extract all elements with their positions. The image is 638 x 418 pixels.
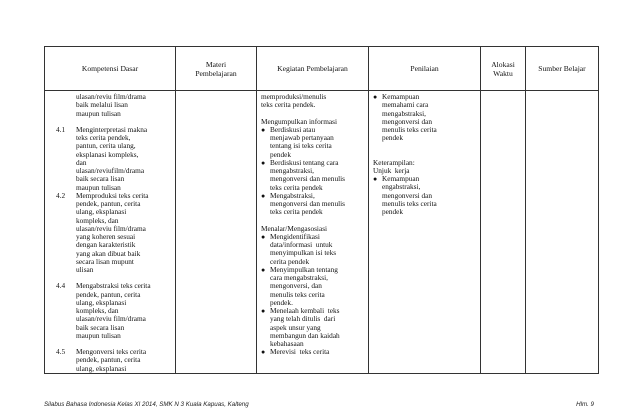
cell-penilaian [369,91,481,374]
header-alokasi-waktu: Alokasi Waktu [481,47,526,91]
kd-text: Mengonversi teks cerita pendek, pantun, cerita ulang, eksplanasi [76,347,147,373]
kd-text: Menginterpretasi makna teks cerita pendek, pantun, cerita ulang, eksplanasi kompleks, dan ulasan/reviufilm/drama baik secara lisan maupun tulisan [76,124,148,192]
kd-number: 4.1 [56,124,66,134]
menalar-list [261,233,365,357]
menalar-title: Menalar/Mengasosiasi [261,223,328,233]
list-item: ● Kemampuan engabstraksi, mengonversi dan menulis teks cerita pendek [373,174,437,216]
table-row [45,91,599,374]
list-item: ● Menelaah kembali teks yang telah ditulis dari aspek unsur yang membangun dan kaidah kebahasaan [261,306,340,348]
cell-sumber-belajar [526,91,599,374]
mengumpulkan-list [261,126,365,217]
kd-number: 4.2 [56,190,66,200]
header-materi-pembelajaran: Materi Pembelajaran [176,47,257,91]
cell-alokasi-waktu [481,91,526,374]
kd-text: Memproduksi teks cerita pendek, pantun, cerita ulang, eksplanasi kompleks, dan ulasan/reviu film/drama yang koheren sesuai dengan karakteristik yang akan dibuat baik secara lisan mupunt ulisan [76,190,149,274]
header-kegiatan-pembelajaran: Kegiatan Pembelajaran [257,47,369,91]
list-item: ● Berdiskusi atau menjawab pertanyaan tentang isi teks cerita pendek [261,124,334,159]
penilaian-list-top [373,93,477,143]
kd-item [56,192,172,275]
cell-kegiatan-pembelajaran [257,91,369,374]
bullet-icon: ● [373,175,378,183]
header-sumber-belajar: Sumber Belajar [526,47,599,91]
kegiatan-intro: memproduksi/menulis teks cerita pendek. [261,92,327,110]
bullet-icon: ● [261,307,266,315]
kd-text: Mengabstraksi teks cerita pendek, pantun, cerita ulang, eksplanasi kompleks, dan ulasan/reviu film/drama baik secara lisan maupun tulisan [76,281,151,340]
bullet-icon: ● [261,265,266,274]
kd-item [56,126,172,192]
header-kompetensi-dasar: Kompetensi Dasar [45,47,176,91]
list-item: ● Berdiskusi tentang cara mengabstraksi, mengonversi dan menulis teks cerita pendek [261,157,345,192]
list-item: ● Kemampuan memahami cara mengabstraksi, mengonversi dan menulis teks cerita pendek [373,92,437,143]
kd-text: ulasan/reviu film/drama baik melalui lisan maupun tulisan [76,92,146,118]
syllabus-table [44,46,599,374]
list-item: ● Mengidentifikasi data/informasi untuk menyimpulkan isi teks cerita pendek [261,231,337,266]
bullet-icon: ● [261,158,266,167]
cell-materi-pembelajaran [176,91,257,374]
footer-document-title: Silabus Bahasa Indonesia Kelas XI 2014, SMK N 3 Kuala Kapuas, Kalteng [44,401,249,408]
header-row [45,47,599,91]
list-item: ● Mengabstraksi, mengonversi dan menulis teks cerita pendek [261,190,345,217]
kd-number [56,93,76,118]
kd-number: 4.4 [56,281,66,291]
penilaian-list-bottom [373,175,477,216]
bullet-icon: ● [261,232,266,241]
kd-number: 4.5 [56,347,66,356]
bullet-icon: ● [261,191,266,200]
bullet-icon: ● [261,125,266,134]
kd-item [56,282,172,340]
kd-item [56,348,172,373]
keterampilan-title: Keterampilan: Unjuk kerja [373,157,415,175]
list-item: ● Merevisi teks cerita [261,347,330,357]
footer-page-number: Hlm. 9 [576,401,594,408]
bullet-icon: ● [261,348,266,357]
mengumpulkan-title: Mengumpulkan informasi [261,116,337,126]
kd-item [56,93,172,118]
cell-kompetensi-dasar [45,91,176,374]
list-item: ● Menyimpulkan tentang cara mengabstraksi, mengonversi, dan menulis teks cerita pendek. [261,264,338,307]
bullet-icon: ● [373,93,378,101]
page-footer [44,401,594,408]
header-penilaian: Penilaian [369,47,481,91]
